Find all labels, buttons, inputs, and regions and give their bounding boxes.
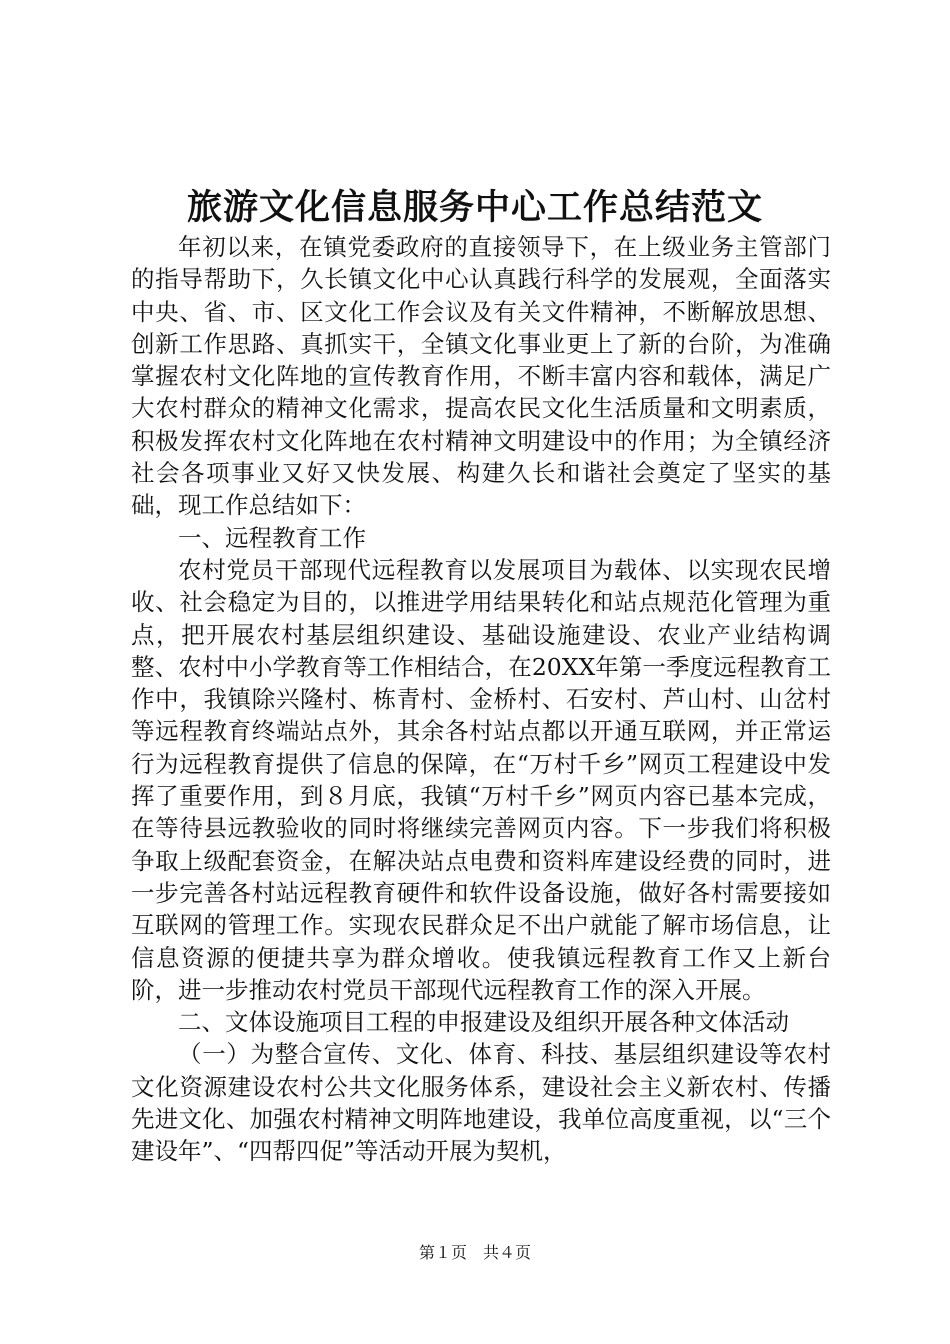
section-heading-cultural-facilities: 二、文体设施项目工程的申报建设及组织开展各种文体活动 — [178, 1008, 789, 1037]
document-body — [131, 231, 831, 1168]
remote-education-paragraph: 农村党员干部现代远程教育以发展项目为载体、以实现农民增收、社会稳定为目的，以推进学用结果转化和站点规范化管理为重点，把开展农村基层组织建设、基础设施建设、农业产业结构调整、农村中小学教育等工作相结合，在20XX年第一季度远程教育工作中，我镇除兴隆村、栋青村、金桥村、石安村、芦山村、山岔村等远程教育终端站点外，其余各村站点都以开通互联网，并正常运行为远程教育提供了信息的保障，在“万村千乡”网页工程建设中发挥了重要作用，到８月底，我镇“万村千乡”网页内容已基本完成，在等待县远教验收的同时将继续完善网页内容。下一步我们将积极争取上级配套资金，在解决站点电费和资料库建设经费的同时，进一步完善各村站远程教育硬件和软件设备设施，做好各村需要接如互联网的管理工作。实现农民群众足不出户就能了解市场信息，让信息资源的便捷共享为群众增收。使我镇远程教育工作又上新台阶，进一步推动农村党员干部现代远程教育工作的深入开展。 — [131, 555, 831, 1004]
document-title: 旅游文化信息服务中心工作总结范文 — [186, 187, 763, 228]
page-number-footer: 第１页 共４页 — [418, 1243, 531, 1262]
intro-paragraph: 年初以来，在镇党委政府的直接领导下，在上级业务主管部门的指导帮助下，久长镇文化中心认真践行科学的发展观，全面落实中央、省、市、区文化工作会议及有关文件精神，不断解放思想、创新工作思路、真抓实干，全镇文化事业更上了新的台阶，为准确掌握农村文化阵地的宣传教育作用，不断丰富内容和载体，满足广大农村群众的精神文化需求，提高农民文化生活质量和文明素质，积极发挥农村文化阵地在农村精神文明建设中的作用；为全镇经济社会各项事业又好又快发展、构建久长和谐社会奠定了坚实的基础，现工作总结如下： — [131, 233, 831, 520]
cultural-facilities-paragraph: （一）为整合宣传、文化、体育、科技、基层组织建设等农村文化资源建设农村公共文化服务体系，建设社会主义新农村、传播先进文化、加强农村精神文明阵地建设，我单位高度重视，以“三个建设年”、“四帮四促”等活动开展为契机， — [131, 1040, 831, 1166]
section-heading-remote-education: 一、远程教育工作 — [178, 523, 366, 552]
